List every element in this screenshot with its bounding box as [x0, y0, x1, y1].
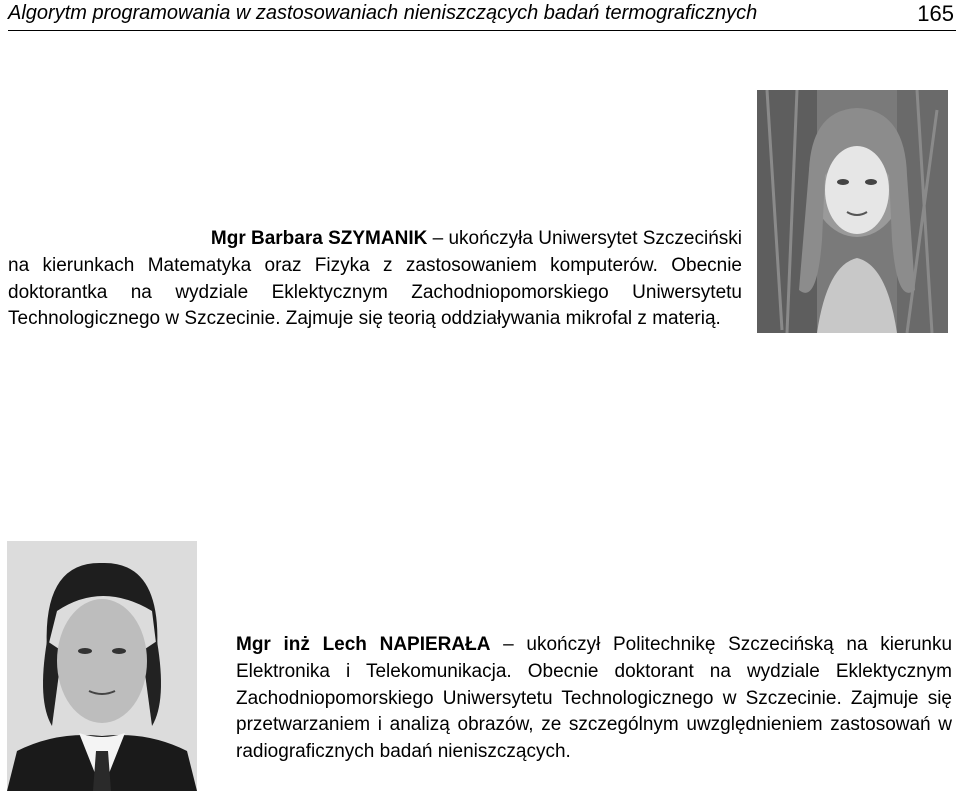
biography-napierala: [236, 632, 952, 766]
portrait-photo-szymanik: [757, 90, 948, 333]
running-title: Algorytm programowania w zastosowaniach nieniszczących badań termograficznych: [8, 2, 758, 24]
author-name: Mgr inż Lech NAPIERAŁA: [236, 634, 491, 655]
biography-first-line: [8, 226, 742, 253]
biography-body: ukończył Politechnikę Szczecińską na kierunku Elektronika i Telekomunikacja. Obecnie doktorant na wydziale Eklektycznym Zachodniopomorskiego Uniwersytetu Technologicznego w Szczecinie. Zajmuje się przetwarzaniem i analizą obrazów, ze szczególnym uwzględnieniem zastosowań w radiograficznych badań nieniszczących.: [236, 634, 953, 763]
portrait-photo-napierala: [7, 541, 197, 791]
dash: –: [432, 228, 444, 249]
page-header: [8, 0, 956, 31]
biography-text: [236, 632, 952, 766]
biography-text: na kierunkach Matematyka oraz Fizyka z zastosowaniem komputerów. Obecnie doktorantka na wydziale Eklektycznym Zachodniopomorskiego Uniwersytetu Technologicznego w Szczecinie. Zajmuje się teorią oddziaływania mikrofal z materią.: [8, 254, 742, 330]
biography-line-1: ukończyła Uniwersytet Szczeciński: [448, 228, 742, 249]
page-number: 165: [917, 1, 954, 26]
dash: –: [503, 634, 514, 655]
biography-szymanik: [8, 226, 742, 333]
author-name: Mgr Barbara SZYMANIK: [210, 228, 428, 249]
